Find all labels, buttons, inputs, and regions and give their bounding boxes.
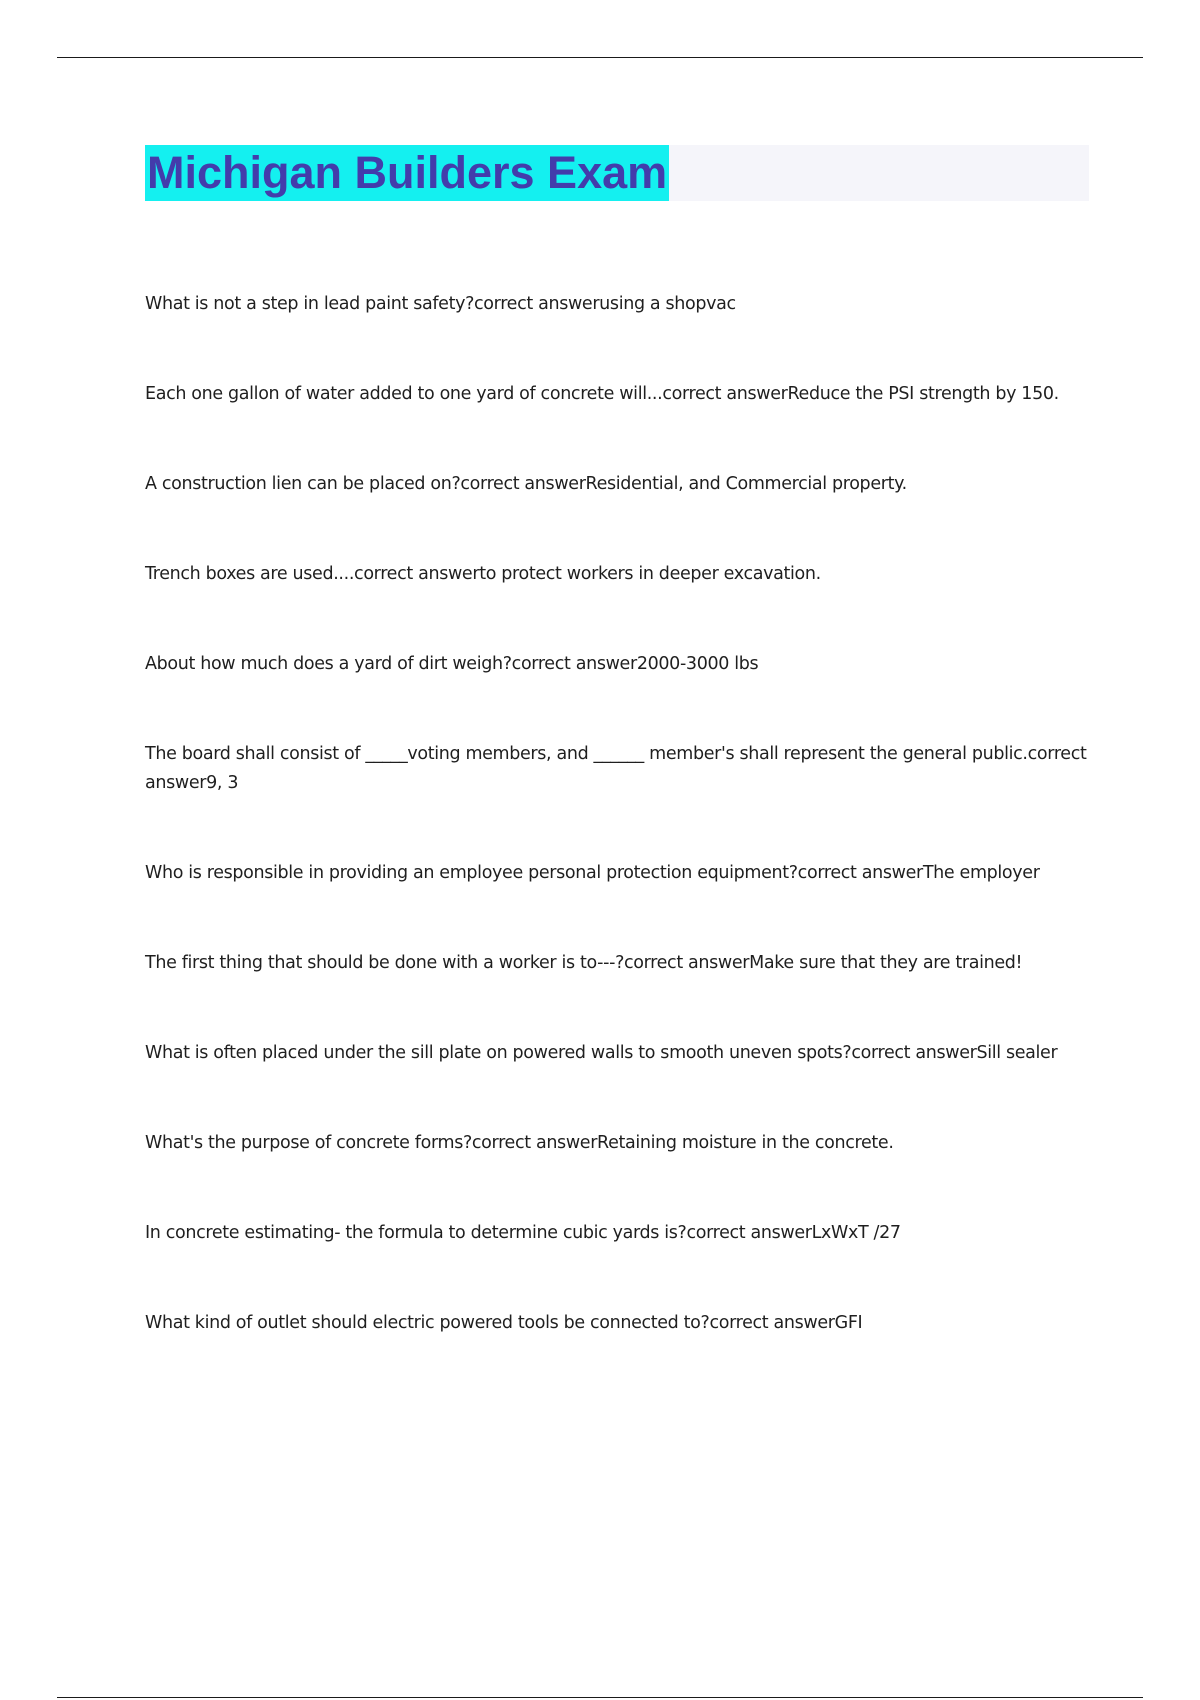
qa-item: About how much does a yard of dirt weigh?correct answer2000-3000 lbs [145, 654, 759, 674]
qa-item: What's the purpose of concrete forms?correct answerRetaining moisture in the concrete. [145, 1133, 894, 1153]
qa-item: The first thing that should be done with a worker is to---?correct answerMake sure that they are trained! [145, 953, 1023, 973]
bottom-rule [57, 1697, 1143, 1698]
qa-item: Trench boxes are used....correct answerto protect workers in deeper excavation. [145, 564, 821, 584]
qa-list [145, 290, 1090, 1338]
qa-item: In concrete estimating- the formula to determine cubic yards is?correct answerLxWxT /27 [145, 1223, 901, 1243]
qa-item: Who is responsible in providing an employee personal protection equipment?correct answerThe employer [145, 863, 1040, 883]
qa-item: A construction lien can be placed on?correct answerResidential, and Commercial property. [145, 474, 907, 494]
qa-item: What is often placed under the sill plate on powered walls to smooth uneven spots?correct answerSill sealer [145, 1043, 1058, 1063]
qa-item: What kind of outlet should electric powered tools be connected to?correct answerGFI [145, 1313, 863, 1333]
qa-item: The board shall consist of _____voting members, and ______ member's shall represent the general public.correct answer9, 3 [145, 744, 1087, 793]
qa-item: What is not a step in lead paint safety?correct answerusing a shopvac [145, 294, 736, 314]
top-rule [57, 57, 1143, 58]
qa-item: Each one gallon of water added to one yard of concrete will...correct answerReduce the PSI strength by 150. [145, 384, 1059, 404]
document-title: Michigan Builders Exam [145, 145, 669, 201]
